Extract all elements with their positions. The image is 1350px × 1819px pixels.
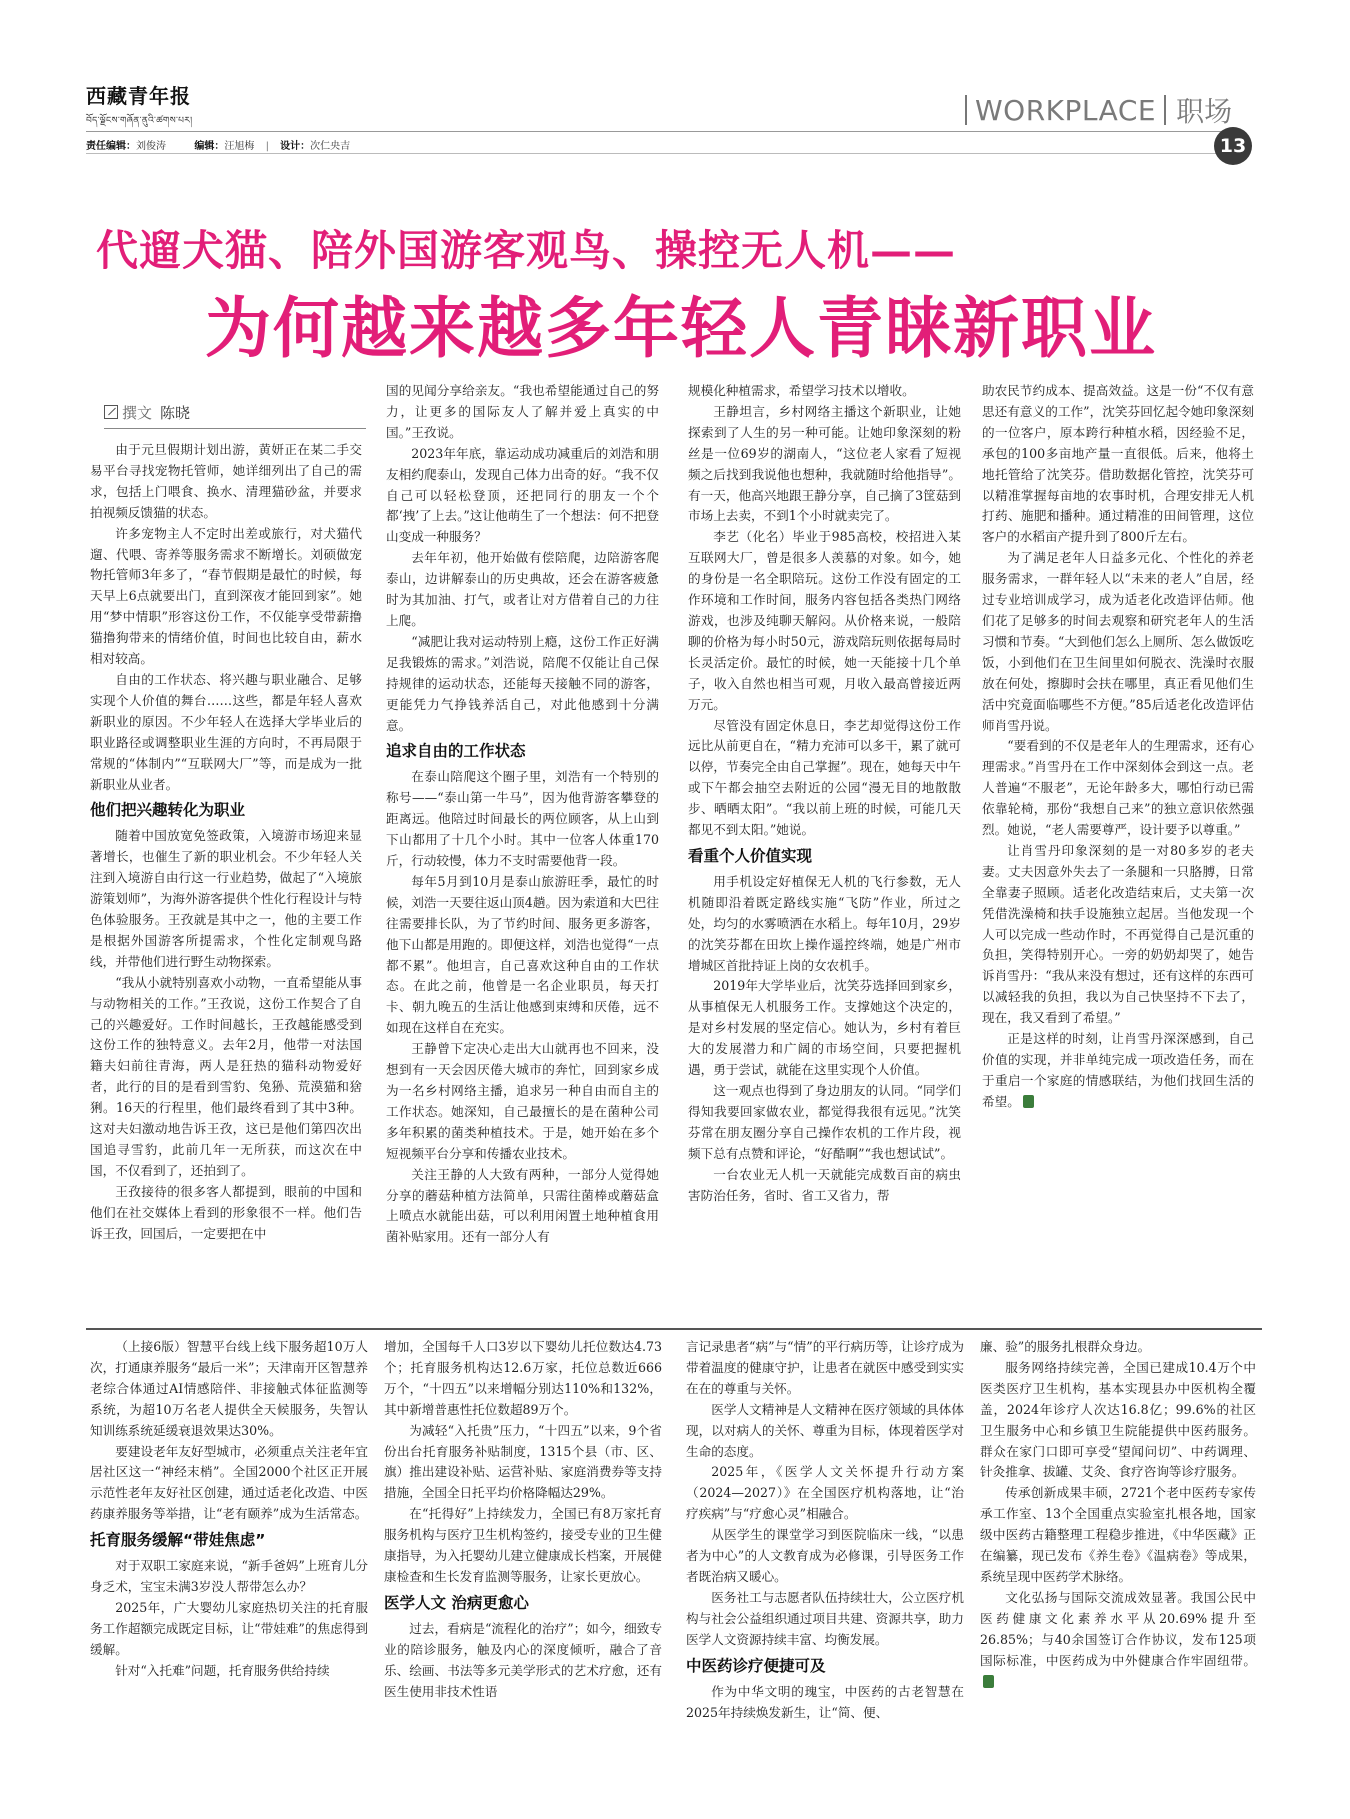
article-column-3 — [688, 381, 961, 1323]
paragraph-text: 服务网络持续完善，全国已建成10.4万个中医类医疗卫生机构，基本实现县办中医机构全覆盖，2024年诊疗人次达16.8亿；99.6%的社区卫生服务中心和乡镇卫生院能提供中医药服务。群众在家门口即可享受“望闻问切”、中药调理、针灸推拿、拔罐、艾灸、食疗咨询等诊疗服务。 — [980, 1359, 1256, 1480]
editor-name: 刘俊涛 — [136, 141, 166, 152]
lower-column-3 — [686, 1337, 964, 1802]
masthead-name: 西藏青年报 — [86, 84, 191, 108]
masthead-subtitle: བོད་ལྗོངས་གཞོན་ནུའི་ཚགས་པར། — [86, 116, 193, 126]
paragraph-text: 让肖雪丹印象深刻的是一对80多岁的老夫妻。丈夫因意外失去了一条腿和一只胳膊，日常全靠妻子照顾。适老化改造结束后，丈夫第一次凭借洗澡椅和扶手设施独立起居。当他发现一个人可以完成一些动作时，不再觉得自己是沉重的负担，笑得特别开心。一旁的奶奶却哭了，她告诉肖雪丹：“我从来没有想过，还有这样的东西可以减轻我的负担，我以为自己快坚持不下去了，现在，我又看到了希望。” — [982, 842, 1254, 1026]
paragraph-text: 一台农业无人机一天就能完成数百亩的病虫害防治任务，省时、省工又省力，帮 — [688, 1166, 961, 1203]
paragraph — [384, 1421, 662, 1505]
end-mark-icon — [1023, 1095, 1034, 1108]
page-number: 13 — [1214, 127, 1252, 165]
header-rule — [86, 131, 1236, 132]
paragraph-text: 尽管没有固定休息日，李艺却觉得这份工作远比从前更自在，“精力充沛可以多干，累了就可以停，节奏完全由自己掌握”。现在，她每天中午或下午都会抽空去附近的公园“漫无目的地散散步、晒晒太阳”。“我以前上班的时候，可能几天都见不到太阳。”她说。 — [688, 717, 961, 838]
paragraph-text: 自由的工作状态、将兴趣与职业融合、足够实现个人价值的舞台……这些，都是年轻人喜欢新职业的原因。不少年轻人在选择大学毕业后的职业路径或调整职业生涯的方向时，不再局限于常规的“体制内”“互联网大厂”等，而是成为一批新职业从业者。 — [90, 671, 362, 792]
paragraph-text: 传承创新成果丰硕，2721个老中医药专家传承工作室、13个全国重点实验室扎根各地，国家级中医药古籍整理工程稳步推进，《中华医藏》正在编纂，现已发布《养生卷》《温病卷》等成果，系统呈现中医药学术脉络。 — [980, 1485, 1256, 1584]
paragraph — [980, 1483, 1256, 1588]
paragraph-text: “减肥让我对运动特别上瘾，这份工作正好满足我锻炼的需求。”刘浩说，陪爬不仅能让自己保持规律的运动状态，还能每天接触不同的游客，更能凭力气挣钱养活自己，对此他感到十分满意。 — [386, 633, 659, 733]
copyeditor-label: 编辑： — [194, 141, 225, 152]
article-column-2 — [386, 381, 659, 1323]
section-name-zh: 职场 — [1176, 95, 1233, 128]
paragraph — [982, 841, 1254, 1029]
paragraph-text: 2025年，《医学人文关怀提升行动方案（2024—2027）》在全国医疗机构落地，让“治疗疾病”与“疗愈心灵”相融合。 — [686, 1464, 964, 1522]
paragraph — [384, 1337, 662, 1421]
credits-separator: | — [265, 141, 269, 152]
paragraph — [90, 973, 362, 1182]
subheading — [688, 845, 961, 868]
paragraph — [90, 440, 362, 524]
end-mark-icon — [983, 1675, 994, 1688]
paragraph — [90, 1598, 368, 1661]
subheading — [90, 1529, 368, 1552]
credits-line — [86, 137, 350, 152]
editor-label: 责任编辑： — [86, 141, 136, 152]
paragraph — [386, 381, 659, 444]
paragraph — [686, 1462, 964, 1525]
section-bar-mid — [1164, 95, 1166, 125]
paragraph — [688, 716, 961, 841]
byline-label: 撰文 — [122, 404, 153, 422]
paragraph — [686, 1525, 964, 1588]
article-column-1 — [90, 440, 362, 1320]
paragraph-text: 王孜接待的很多客人都提到，眼前的中国和他们在社交媒体上看到的形象很不一样。他们告诉王孜，回国后，一定要把在中 — [90, 1183, 362, 1241]
paragraph-text: 每年5月到10月是泰山旅游旺季，最忙的时候，刘浩一天要往返山顶4趟。因为索道和大巴往往需要排长队，为了节约时间、服务更多游客，他下山都是用跑的。即便这样，刘浩也觉得“一点都不累”。他坦言，自己喜欢这种自由的工作状态。在此之前，他曾是一名企业职员，每天打卡、朝九晚五的生活让他感到束缚和厌倦，远不如现在这样自在充实。 — [386, 873, 659, 1036]
lower-column-1 — [90, 1337, 368, 1802]
paragraph — [688, 402, 961, 527]
section-divider — [86, 1328, 1262, 1330]
paragraph-text: 言记录患者“病”与“情”的平行病历等，让诊疗成为带着温度的健康守护，让患者在就医中感受到实实在在的尊重与关怀。 — [686, 1339, 964, 1396]
paragraph-text: 2025年，广大婴幼儿家庭热切关注的托育服务工作超额完成既定目标，让“带娃难”的焦虑得到缓解。 — [90, 1599, 368, 1657]
paragraph — [982, 381, 1254, 548]
paragraph-text: 作为中华文明的瑰宝，中医药的古老智慧在2025年持续焕发新生，让“简、便、 — [686, 1683, 964, 1720]
paragraph — [90, 1661, 368, 1682]
paragraph-text: 文化弘扬与国际交流成效显著。我国公民中医药健康文化素养水平从20.69%提升至26.85%；与40余国签订合作协议，发布125项国际标准，中医药成为中外健康合作牢固纽带。 — [980, 1589, 1256, 1668]
headline-kicker: 代遛犬猫、陪外国游客观鸟、操控无人机—— — [96, 226, 957, 275]
paragraph — [386, 767, 659, 872]
paragraph — [688, 1081, 961, 1165]
paragraph-text: 针对“入托难”问题，托育服务供给持续 — [115, 1662, 330, 1678]
paragraph-text: 助农民节约成本、提高效益。这是一份“不仅有意思还有意义的工作”，沈笑芬回忆起令她印象深刻的一位客户，原本跨行种植水稻，因经验不足，承包的100多亩地产量一直很低。后来，他将土地托管给了沈笑芬。借助数据化管控，沈笑芬可以精准掌握每亩地的农事时机，合理安排无人机打药、施肥和播种。通过精准的田间管理，这位客户的水稻亩产提升到了800斤左右。 — [982, 383, 1254, 545]
subheading — [386, 740, 659, 763]
copyeditor-name: 汪旭梅 — [224, 141, 255, 152]
paragraph-text: 随着中国放宽免签政策，入境游市场迎来显著增长，也催生了新的职业机会。不少年轻人关注到入境游自由行这一行业趋势，做起了“入境旅游策划师”，为海外游客提供个性化行程设计与特色体验服务。王孜就是其中之一，他的主要工作是根据外国游客所提需求，个性化定制观鸟路线，并带他们进行野生动物探索。 — [90, 828, 362, 969]
paragraph — [980, 1358, 1256, 1483]
paragraph — [386, 444, 659, 549]
paragraph — [90, 1337, 368, 1442]
subheading-text: 看重个人价值实现 — [688, 846, 813, 865]
paragraph-text: 要建设老年友好型城市，必须重点关注老年宜居社区这一“神经末梢”。全国2000个社区正开展示范性老年友好社区创建，通过适老化改造、中医药康养服务等举措，让“老有颐养”成为生活常态。 — [90, 1443, 368, 1522]
paragraph — [980, 1588, 1256, 1693]
subheading-text: 医学人文 治病更愈心 — [384, 1593, 529, 1612]
paragraph-text: 从医学生的课堂学习到医院临床一线，“以患者为中心”的人文教育成为必修课，引导医务工作者既治病又暖心。 — [686, 1527, 964, 1584]
paragraph-text: 李艺（化名）毕业于985高校，校招进入某互联网大厂，曾是很多人羡慕的对象。如今，她的身份是一名全职陪玩。这份工作没有固定的工作环境和工作时间，服务内容包括各类热门网络游戏，也涉及纯聊天解闷。从价格来说，一般陪聊的价格为每小时50元，游戏陪玩则依据每局时长灵活定价。最忙的时候，她一天能接十几个单子，收入自然也相当可观，月收入最高曾接近两万元。 — [688, 529, 961, 712]
paragraph-text: 王静曾下定决心走出大山就再也不回来，没想到有一天会因厌倦大城市的奔忙，回到家乡成为一名乡村网络主播，追求另一种自由而自主的工作状态。她深知，自己最擅长的是在菌种公司多年积累的菌类种植技术。于是，她开始在多个短视频平台分享和传播农业技术。 — [386, 1041, 659, 1161]
paragraph-text: 国的见闻分享给亲友。“我也希望能通过自己的努力，让更多的国际友人了解并爱上真实的中国。”王孜说。 — [386, 383, 659, 440]
paragraph — [386, 548, 659, 632]
paragraph-text: 增加，全国每千人口3岁以下婴幼儿托位数达4.73个；托育服务机构达12.6万家，托位总数近666万个，“十四五”以来增幅分别达110%和132%，其中新增普惠性托位数超89万个。 — [384, 1339, 662, 1417]
paragraph-text: 正是这样的时刻，让肖雪丹深深感到，自己价值的实现，并非单纯完成一项改造任务，而在于重启一个家庭的情感联结，为他们找回生活的希望。 — [982, 1031, 1254, 1109]
pen-icon — [104, 405, 118, 419]
paragraph — [384, 1504, 662, 1588]
paragraph-text: 医学人文精神是人文精神在医疗领域的具体体现，以对病人的关怀、尊重为目标，体现着医学对生命的态度。 — [686, 1401, 964, 1459]
paragraph — [688, 1165, 961, 1207]
paragraph-text: 王静坦言，乡村网络主播这个新职业，让她探索到了人生的另一种可能。让她印象深刻的粉丝是一位69岁的湖南人，“这位老人家看了短视频之后找到我说他也想种，我就随时给他指导”。有一天，他高兴地跟王静分享，自己摘了3筐菇到市场上去卖，不到1个小时就卖完了。 — [688, 403, 961, 524]
paragraph — [688, 976, 961, 1081]
paragraph — [384, 1619, 662, 1703]
paragraph-text: 为了满足老年人日益多元化、个性化的养老服务需求，一群年轻人以“未来的老人”自居，经过专业培训成学习，成为适老化改造评估师。他们花了足够多的时间去观察和研究老年人的生活习惯和节奏。“大到他们怎么上厕所、怎么做饭吃饭，小到他们在卫生间里如何脱衣、洗澡时衣服放在何处，擦脚时会扶在哪里，真正看见他们生活中究竟面临哪些不方便。”85后适老化改造评估师肖雪丹说。 — [982, 550, 1254, 733]
paragraph — [688, 527, 961, 715]
paragraph — [90, 1182, 362, 1245]
paragraph — [980, 1337, 1256, 1358]
subheading-text: 中医药诊疗便捷可及 — [686, 1656, 826, 1675]
lower-column-4 — [980, 1337, 1256, 1802]
paragraph-text: 在泰山陪爬这个圈子里，刘浩有一个特别的称号——“泰山第一牛马”，因为他背游客攀登的距离远。他陪过时间最长的两位顾客，从上山到下山都用了十几个小时。其中一位客人体重170斤，行动较慢，体力不支时需要他背一段。 — [386, 769, 659, 869]
header-rule-lower — [86, 153, 1236, 154]
paragraph — [90, 1556, 368, 1598]
byline-author: 陈晓 — [160, 404, 191, 422]
paragraph — [686, 1588, 964, 1651]
paragraph — [90, 1442, 368, 1526]
paragraph-text: 2019年大学毕业后，沈笑芬选择回到家乡，从事植保无人机服务工作。支撑她这个决定的，是对乡村发展的坚定信心。她认为，乡村有着巨大的发展潜力和广阔的市场空间，只要把握机遇，勇于尝试，就能在这里实现个人价值。 — [688, 978, 961, 1078]
subheading-text: 托育服务缓解“带娃焦虑” — [90, 1531, 266, 1550]
designer-name: 次仁央吉 — [310, 141, 351, 152]
paragraph-text: 关注王静的人大致有两种，一部分人觉得她分享的蘑菇种植方法简单，只需往菌棒或蘑菇盒上喷点水就能出菇，可以利用闲置土地种植食用菌补贴家用。还有一部分人有 — [386, 1166, 659, 1245]
paragraph-text: 规模化种植需求，希望学习技术以增收。 — [688, 383, 915, 398]
paragraph — [686, 1682, 964, 1724]
paragraph — [90, 524, 362, 670]
byline — [104, 402, 190, 423]
section-name-en: WORKPLACE — [975, 93, 1157, 127]
masthead — [86, 80, 506, 136]
paragraph-text: 许多宠物主人不定时出差或旅行，对犬猫代遛、代喂、寄养等服务需求不断增长。刘硕做宠物托管师3年多了，“春节假期是最忙的时候，每天早上6点就要出门，直到深夜才能回到家”。她用“梦中情职”形容这份工作，不仅能享受带薪撸猫撸狗带来的情绪价值，时间也比较自由，薪水相对较高。 — [90, 525, 362, 667]
paragraph — [982, 548, 1254, 736]
subheading — [686, 1655, 964, 1678]
paragraph-text: 用手机设定好植保无人机的飞行参数，无人机随即沿着既定路线实施“飞防”作业，所过之处，均匀的水雾喷洒在水稻上。每年10月，29岁的沈笑芬都在田坎上操作遥控终端，她是广州市增城区首批持证上岗的女农机手。 — [688, 873, 961, 973]
paragraph — [386, 1165, 659, 1249]
paragraph-text: （上接6版）智慧平台线上线下服务超10万人次，打通康养服务“最后一米”；天津南开区智慧养老综合体通过AI情感陪伴、非接触式体征监测等系统，为超10万名老人提供全天候服务，失智认知训练系统延缓衰退效果达30%。 — [90, 1339, 368, 1438]
section-tag — [965, 92, 1232, 128]
paragraph-text: 2023年年底，靠运动成功减重后的刘浩和朋友相约爬泰山，发现自己体力出奇的好。“我不仅自己可以轻松登顶，还把同行的朋友一个个都‘拽’了上去。”这让他萌生了一个想法：何不把登山变成一种服务？ — [386, 445, 659, 545]
paragraph-text: 廉、验”的服务扎根群众身边。 — [980, 1339, 1151, 1354]
headline-title: 为何越来越多年轻人青睐新职业 — [205, 290, 1157, 367]
subheading-text: 追求自由的工作状态 — [386, 742, 526, 761]
paragraph-text: 为减轻“入托贵”压力，“十四五”以来，9个省份出台托育服务补贴制度，1315个县（市、区、旗）推出建设补贴、运营补贴、家庭消费券等支持措施，全国全日托平均价格降幅达29%。 — [384, 1422, 662, 1501]
byline-rule — [104, 428, 366, 429]
paragraph-text: 由于元旦假期计划出游，黄妍正在某二手交易平台寻找宠物托管师，她详细列出了自己的需求，包括上门喂食、换水、清理猫砂盆，并要求拍视频反馈猫的状态。 — [90, 442, 362, 520]
article-column-4 — [982, 381, 1254, 1323]
paragraph — [982, 1029, 1254, 1113]
paragraph — [90, 670, 362, 795]
paragraph — [688, 872, 961, 977]
paragraph-text: 在“托得好”上持续发力，全国已有8万家托育服务机构与医疗卫生机构签约，接受专业的卫生健康指导，为入托婴幼儿建立健康成长档案，开展健康检查和生长发育监测等服务，让家长更放心。 — [384, 1506, 662, 1584]
paragraph — [982, 736, 1254, 841]
paragraph — [386, 632, 659, 737]
paragraph-text: “要看到的不仅是老年人的生理需求，还有心理需求。”肖雪丹在工作中深刻体会到这一点。老人普遍“不服老”，无论年龄多大，哪怕行动已需依靠轮椅，那份“我想自己来”的独立意识依然强烈。她说，“老人需要尊严，设计要予以尊重。” — [982, 738, 1254, 838]
paragraph — [90, 826, 362, 972]
subheading-text: 他们把兴趣转化为职业 — [90, 801, 246, 820]
section-bar — [965, 95, 967, 125]
design-label: 设计： — [280, 141, 311, 152]
paragraph-text: 对于双职工家庭来说，“新手爸妈”上班育儿分身乏术，宝宝未满3岁没人帮带怎么办？ — [90, 1558, 368, 1595]
paragraph — [686, 1337, 964, 1400]
paragraph-text: 过去，看病是“流程化的治疗”；如今，细致专业的陪诊服务，触及内心的深度倾听，融合了音乐、绘画、书法等多元美学形式的艺术疗愈，还有医生使用非技术性语 — [384, 1620, 662, 1699]
paragraph-text: 医务社工与志愿者队伍持续壮大，公立医疗机构与社会公益组织通过项目共建、资源共享，助力医学人文资源持续丰富、均衡发展。 — [686, 1589, 964, 1647]
subheading — [90, 799, 362, 822]
paragraph-text: “我从小就特别喜欢小动物，一直希望能从事与动物相关的工作。”王孜说，这份工作契合了自己的兴趣爱好。工作时间越长，王孜越能感受到这份工作的独特意义。去年2月，他带一对法国籍夫妇前往青海，两人是狂热的猫科动物爱好者，此行的目的是看到雪豹、兔狲、荒漠猫和猞猁。16天的行程里，他们最终看到了其中3种。这对夫妇激动地告诉王孜，这已是他们第四次出国追寻雪豹，此前几年一无所获，而这次在中国，不仅看到了，还拍到了。 — [90, 974, 362, 1178]
paragraph-text: 这一观点也得到了身边朋友的认同。“同学们得知我要回家做农业，都觉得我很有远见。”沈笑芬常在朋友圈分享自己操作农机的工作片段，视频下总有点赞和评论，“好酷啊”“我也想试试”。 — [688, 1083, 961, 1161]
paragraph — [688, 381, 961, 402]
paragraph — [386, 872, 659, 1039]
subheading — [384, 1592, 662, 1615]
paragraph-text: 去年年初，他开始做有偿陪爬，边陪游客爬泰山，边讲解泰山的历史典故，还会在游客疲惫时为其加油、打气，或者让对方借着自己的力往上爬。 — [386, 550, 659, 628]
lower-column-2 — [384, 1337, 662, 1802]
paragraph — [686, 1400, 964, 1463]
paragraph — [386, 1039, 659, 1164]
